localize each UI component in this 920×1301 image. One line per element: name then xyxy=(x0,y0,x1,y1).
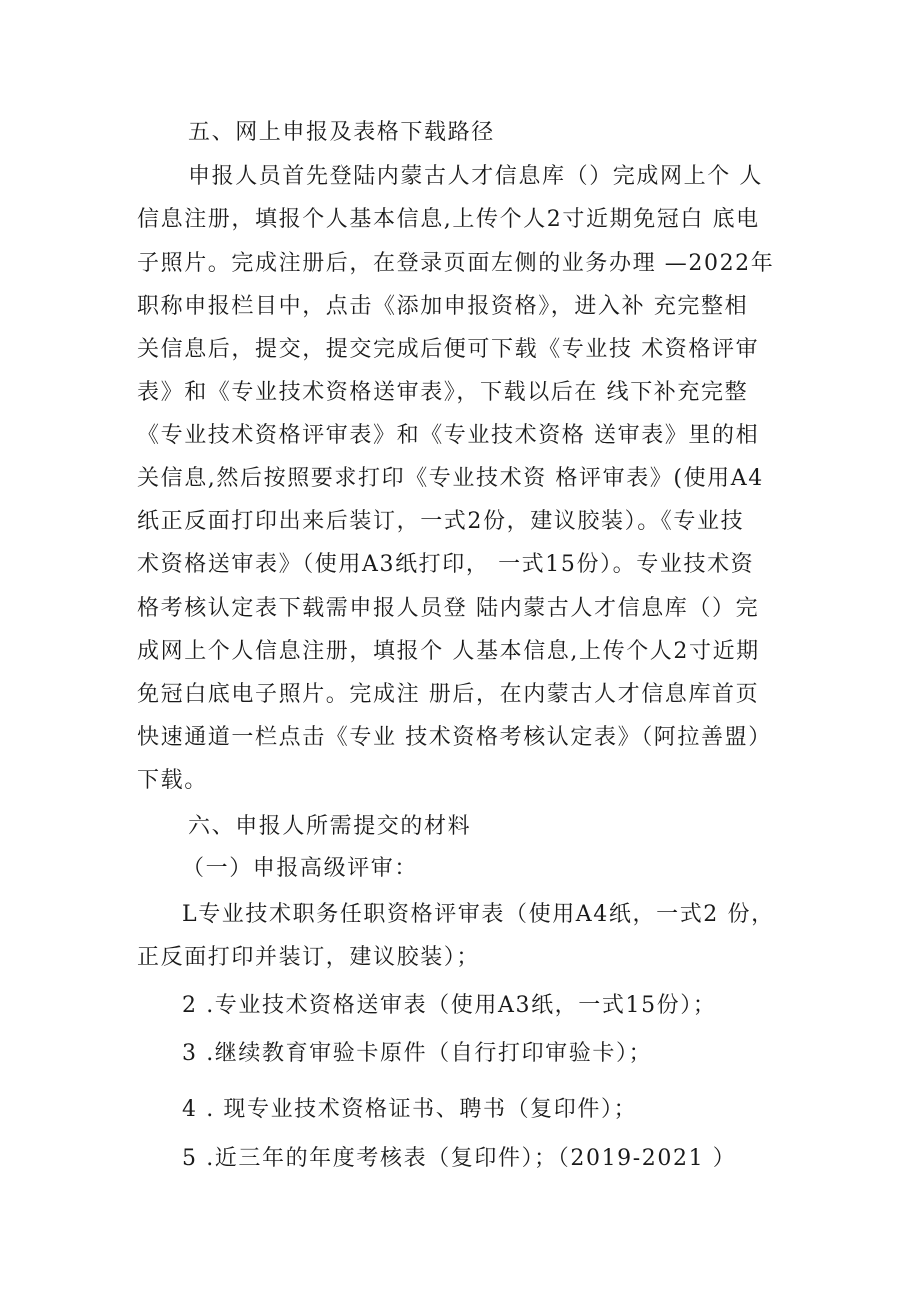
section5-line: 表》和《专业技术资格送审表》，下载以后在 线下补充完整 xyxy=(137,380,749,405)
material-item: L专业技术职务任职资格评审表（使用A4纸，一式2 份， xyxy=(182,902,775,927)
material-item: 3 .继续教育审验卡原件（自行打印审验卡）； xyxy=(182,1041,653,1066)
section5-heading: 五、网上申报及表格下载路径 xyxy=(188,120,495,145)
section5-line: 信息注册，填报个人基本信息,上传个人2寸近期免冠白 底电 xyxy=(137,207,760,232)
material-item: 2 .专业技术资格送审表（使用A3纸，一式15份）； xyxy=(182,993,717,1018)
section5-line: 关信息,然后按照要求打印《专业技术资 格评审表》(使用A4 xyxy=(137,466,764,491)
section6-subheading: （一）申报高级评审： xyxy=(182,856,419,881)
section5-line: 关信息后，提交，提交完成后便可下载《专业技 术资格评审 xyxy=(137,337,760,362)
section5-line: 纸正反面打印出来后装订，一式2份，建议胶装）。《专业技 xyxy=(137,509,745,534)
material-item: 4 . 现专业技术资格证书、聘书（复印件）； xyxy=(182,1097,638,1122)
section5-line: 《专业技术资格评审表》和《专业技术资格 送审表》里的相 xyxy=(137,423,760,448)
section6-heading: 六、申报人所需提交的材料 xyxy=(188,814,472,839)
section5-line: 下载。 xyxy=(137,768,208,793)
section5-line: 快速通道一栏点击《专业 技术资格考核认定表》（阿拉善盟） xyxy=(137,725,772,750)
section5-line: 免冠白底电子照片。完成注 册后，在内蒙古人才信息库首页 xyxy=(137,682,760,707)
section5-line: 子照片。完成注册后，在登录页面左侧的业务办理 —2022年 xyxy=(137,251,775,276)
section5-line: 格考核认定表下载需申报人员登 陆内蒙古人才信息库（）完 xyxy=(137,596,760,621)
section5-line: 成网上个人信息注册，填报个 人基本信息,上传个人2寸近期 xyxy=(137,639,760,664)
section5-line: 术资格送审表》（使用A3纸打印， 一式15份）。专业技术资 xyxy=(137,552,755,577)
material-item: 5 .近三年的年度考核表（复印件）；（2019-2021 ） xyxy=(182,1146,737,1171)
material-item: 正反面打印并装订，建议胶装）； xyxy=(137,945,481,970)
section5-line: 申报人员首先登陆内蒙古人才信息库（）完成网上个 人 xyxy=(188,164,763,189)
section5-line: 职称申报栏目中，点击《添加申报资格》，进入补 充完整相 xyxy=(137,294,749,319)
